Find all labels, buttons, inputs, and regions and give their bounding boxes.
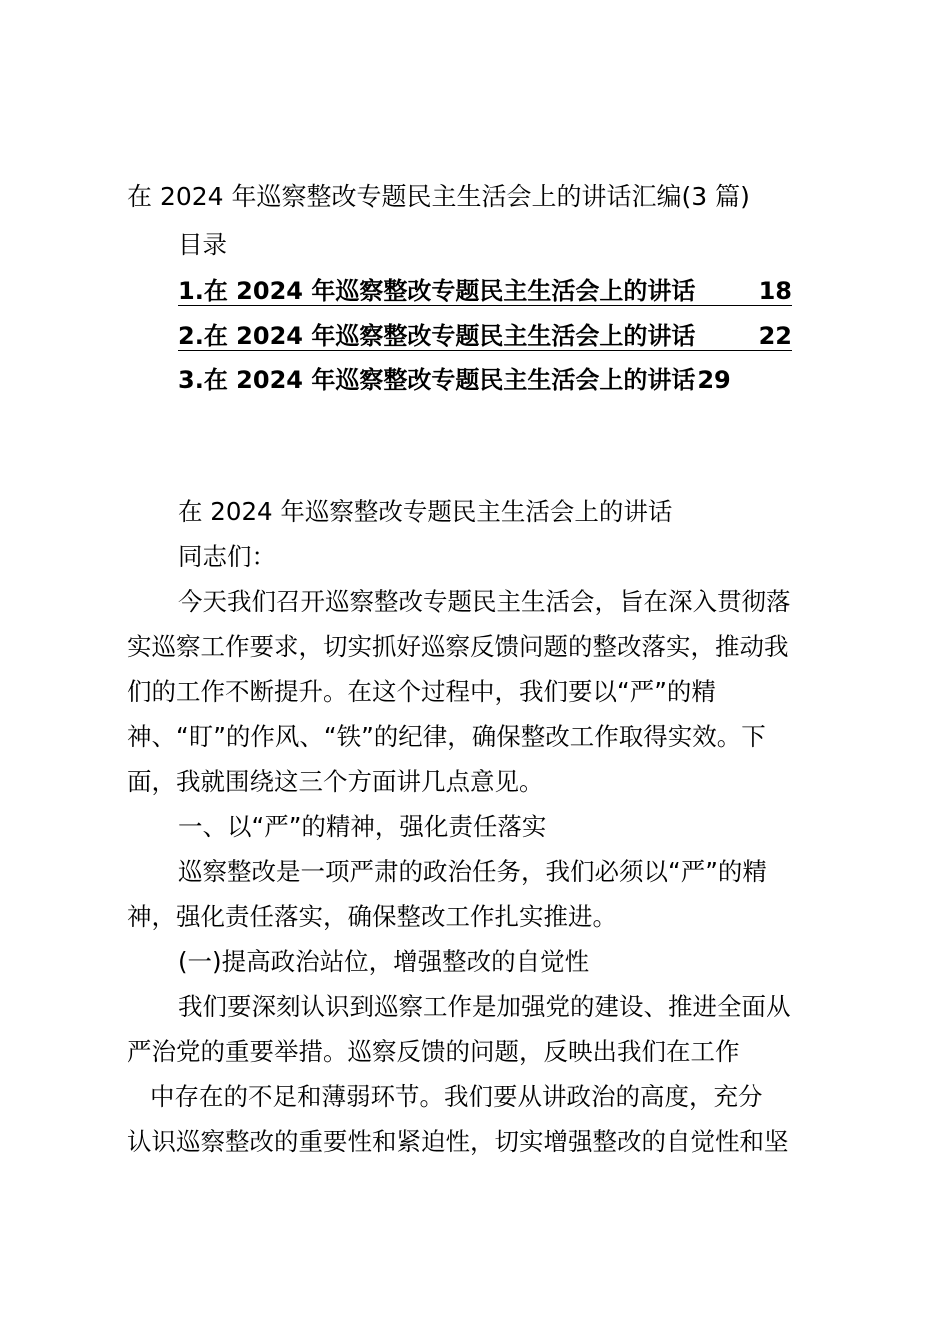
greeting: 同志们： bbox=[178, 542, 276, 571]
toc-item-label: 3.在 2024 年巡察整改专题民主生活会上的讲话 bbox=[178, 366, 696, 394]
toc-item-1[interactable] bbox=[178, 279, 792, 306]
section-heading: 一、以“严”的精神，强化责任落实 bbox=[178, 812, 547, 841]
paragraph-line: 神，强化责任落实，确保整改工作扎实推进。 bbox=[127, 902, 617, 931]
paragraph-line: 中存在的不足和薄弱环节。我们要从讲政治的高度，充分 bbox=[150, 1082, 763, 1111]
paragraph-line: 实巡察工作要求，切实抓好巡察反馈问题的整改落实，推动我 bbox=[127, 632, 789, 661]
paragraph-line: 巡察整改是一项严肃的政治任务，我们必须以“严”的精 bbox=[178, 857, 767, 886]
paragraph-line: 们的工作不断提升。在这个过程中，我们要以“严”的精 bbox=[127, 677, 716, 706]
paragraph-line: 严治党的重要举措。巡察反馈的问题，反映出我们在工作 bbox=[127, 1037, 740, 1066]
toc-item-3[interactable] bbox=[178, 368, 731, 392]
subsection-heading: (一)提高政治站位，增强整改的自觉性 bbox=[178, 947, 590, 976]
toc-item-label: 1.在 2024 年巡察整改专题民主生活会上的讲话 bbox=[178, 277, 696, 305]
document-title: 在 2024 年巡察整改专题民主生活会上的讲话汇编(3 篇) bbox=[127, 182, 750, 211]
paragraph-line: 面，我就围绕这三个方面讲几点意见。 bbox=[127, 767, 544, 796]
toc-page-number: 22 bbox=[758, 322, 792, 350]
paragraph-line: 我们要深刻认识到巡察工作是加强党的建设、推进全面从 bbox=[178, 992, 791, 1021]
paragraph-line: 认识巡察整改的重要性和紧迫性，切实增强整改的自觉性和坚 bbox=[127, 1127, 789, 1156]
toc-page-number: 29 bbox=[697, 366, 731, 394]
paragraph-line: 神、“盯”的作风、“铁”的纪律，确保整改工作取得实效。下 bbox=[127, 722, 766, 751]
toc-item-label: 2.在 2024 年巡察整改专题民主生活会上的讲话 bbox=[178, 322, 696, 350]
paragraph-line: 今天我们召开巡察整改专题民主生活会，旨在深入贯彻落 bbox=[178, 587, 791, 616]
toc-item-2[interactable] bbox=[178, 324, 792, 351]
speech-title: 在 2024 年巡察整改专题民主生活会上的讲话 bbox=[178, 497, 673, 526]
toc-heading: 目录 bbox=[178, 230, 227, 259]
toc-page-number: 18 bbox=[758, 277, 792, 305]
